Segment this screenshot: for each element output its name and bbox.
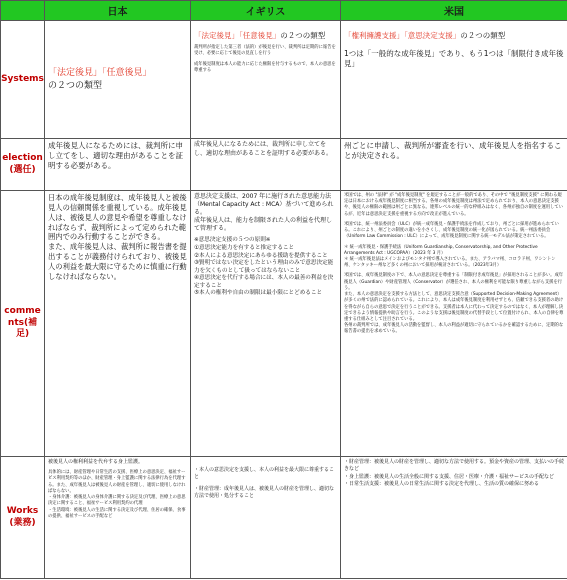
- election-us: [341, 139, 567, 191]
- systems-uk-note1: 裁判所が指定した第三者（法的）が後見を行い、裁判所は定期的に報告を受け、必要に応じて後見の見直しを行う: [194, 45, 336, 57]
- systems-uk-rest: の２つの類型: [280, 31, 326, 40]
- comments-us-p1: 米国では、州の "法律" が "成年後見制度" を規定することが一般的であり、その中で "後見制度支援" に関わる規定は日本における成年後見制度に相当する。各州の成年後見制度は州法で定められており、本人の意思決定支援や、後見人の権限の範囲は州ごとに異なる。連邦レベルの統一的な枠組みはなく、各州が独自の制度を運用しているが、近年は意思決定支援を重視する方向で改正が進んでいる。: [344, 193, 563, 217]
- comments-us-p7: 各州の裁判所では、成年後見人の活動を監督し、本人の利益が適切に守られているかを確認するために、定期的な報告書の提出を求めている。: [344, 323, 564, 335]
- election-uk: [191, 139, 341, 191]
- row-label-works: Works (業務): [1, 457, 45, 579]
- row-label-comments: comme nts(補 足): [1, 191, 45, 457]
- works-japan-p4: ・生活環境：被後見人の生活に関する決定及び代理、住居の確保、食事の提供、福祉サービスの手配など: [48, 507, 186, 519]
- systems-japan-rest: の２つの類型: [48, 80, 103, 91]
- row-comments: [1, 191, 567, 457]
- works-us-p3: ・日常生活支援：被後見人の日常生活に関する決定を代理し、生活の質の確保に努める: [344, 480, 540, 487]
- comments-japan: [45, 191, 191, 457]
- comments-uk-intro: 意思決定支援は、2007 年に施行された意思能力法（Mental Capacity Act : MCA）基づいて進められる。 成年後見人は、能力を制限された人の利益を代理して管理する。: [194, 193, 334, 233]
- comments-uk-list-title: ※意思決定支援の５つの原則※: [194, 237, 271, 244]
- systems-japan-terms: 「法定後見」「任意後見」: [48, 68, 152, 79]
- comments-us-p2: 米国では、統一州法委員会（ULC）が統一成年後見・保護手続法を作成しており、州ごとに採用が進められている。これにより、州ごとの制度の違いを小さくし、成年後見制度の統一化が図られている。統一州法委員会（Uniform Law Commission : ULC）によって、成年後見制度に関する統一モデル法が策定されている。: [344, 221, 559, 240]
- systems-uk-note2: 成年後見制度は本人の能力に応じた権限を付与するもので、本人の意思を尊重する: [194, 61, 336, 73]
- list-item: ④意思決定を代行する場合には、本人の最善の利益を決定すること: [194, 275, 334, 289]
- systems-japan: [45, 21, 191, 139]
- row-label-systems: Systems: [1, 21, 45, 139]
- works-japan-p1: 被後見人の権利利益を代弁する身上監護。: [48, 459, 144, 465]
- comments-us-p3: ＊ 統一成年後見・保護手続法（Uniform Guardianship, Conservatorship, and Other Protective Arrangements Act : UGCOPAA）（2023 年 3 月）: [344, 244, 538, 256]
- comments-uk-list: [194, 245, 337, 298]
- list-item: ③賢明ではない決定をしたという理由のみで意思決定能力を欠くものとして扱ってはならないこと: [194, 260, 334, 274]
- comments-uk: [191, 191, 341, 457]
- comments-us: [341, 191, 567, 457]
- works-japan-p3: ・身体介護：被後見人の身体介護に関する決定及び代理、医療上の意思決定に関すること、福祉サービス利用契約の代理: [48, 495, 186, 507]
- works-us-p1: ・財産管理：被後見人の財産を管理し、適切な方法で使用する。預金や資産の管理、支払いの手続きなど: [344, 459, 565, 473]
- works-japan: [45, 457, 191, 579]
- works-uk-p1: ・本人の意思決定を支援し、本人の利益を最大限に尊重すること: [194, 467, 335, 481]
- corner-cell: [1, 1, 45, 21]
- list-item: ②本人による意思決定にあらゆる援助を提供すること: [194, 252, 328, 259]
- row-works: [1, 457, 567, 579]
- list-item: ⑤本人の権利や自由の制限は最小限にとどめること: [194, 290, 323, 297]
- election-uk-text: 成年後見人になるためには、裁判所に申し立てをし、適切な理由があることを証明する必要がある。: [194, 141, 333, 157]
- works-us: [341, 457, 567, 579]
- systems-us-rest: の２つの類型: [460, 31, 506, 40]
- election-japan-text: 成年後見人になるためには、裁判所に申し立てをし、適切な理由があることを証明する必要がある。: [48, 141, 183, 171]
- row-election: [1, 139, 567, 191]
- comments-us-p4: ＊ 統一成年後見法はメインおよびモンタナ州で導入されている。また、アラバマ州、コロラド州、ワシントン州、ケンタッキー州など多くの州において採用が検討されている。（2023年3月）: [344, 256, 556, 269]
- systems-us-note: 1つは「一般的な成年後見」であり、もう1つは「制限付き成年後見」: [344, 49, 564, 69]
- header-row: [1, 1, 567, 21]
- header-uk: イギリス: [191, 1, 341, 21]
- header-us: 米国: [341, 1, 567, 21]
- works-uk: [191, 457, 341, 579]
- row-label-election: election (選任): [1, 139, 45, 191]
- systems-uk-terms: 「法定後見」「任意後見」: [194, 31, 281, 40]
- works-japan-p2: 具体的には、財産管理や日常生活の支援、医療上の意思決定、福祉サービス利用契約等のほか、財産管理・身上監護に関する法律行為を代理する。また、成年後見人は被後見人の財産を管理し、適切に使用しなければならない。: [48, 470, 186, 494]
- election-japan: [45, 139, 191, 191]
- works-uk-p2: ・財産管理：成年後見人は、被後見人の財産を管理し、適切な方法で使用・処分すること: [194, 485, 335, 499]
- election-us-text: 州ごとに申請し、裁判所が審査を行い、成年後見人を指名することが決定される。: [344, 141, 562, 161]
- comments-us-p6: また、本人の意思決定を支援する方法として、意思決定支援合意（Supported Decision-Making Agreement）が多くの州で法的に認められている。これにより、本人は成年後見制度を利用せずとも、信頼できる支援者の助けを得ながら自らの意思で決定を行うことができる。支援者は本人に代わって決定するのではなく、本人が理解し決定できるよう情報提供や助言を行う。このような支援は後見制度の代替手段として位置付けられ、本人の自律を尊重する仕組みとして注目されている。: [344, 292, 564, 322]
- comments-japan-text: 日本の成年後見制度は、成年後見人と被後見人の信頼関係を重視している。成年後見人は、被後見人の意見や希望を尊重しなければならず、裁判所によって定められた範囲内でのみ行動することができる。 また、成年後見人は、裁判所に報告書を提出することが義務付けられており、被後見人の利益を最大限に守るために慎重に行動しなければならない。: [48, 193, 187, 281]
- works-us-p2: ・身上監護：被後見人の生活全般に関する支援、住居・医療・介護・福祉サービスの手配など: [344, 473, 555, 480]
- systems-uk: [191, 21, 341, 139]
- comments-us-p5: 米国では、成年後見制度の下で、本人の意思決定を尊重する「制限付き成年後見」が採用されることが多い。成年後見人（Guardian）や財産管理人（Conservator）が選任され、本人の権利を可能な限り尊重しながら支援を行う。: [344, 273, 564, 291]
- list-item: ①意思決定能力を有すると推定すること: [194, 245, 295, 252]
- systems-us-terms: 「権利擁護支援」「意思決定支援」: [344, 31, 461, 40]
- systems-us: [341, 21, 567, 139]
- row-systems: [1, 21, 567, 139]
- header-japan: 日本: [45, 1, 191, 21]
